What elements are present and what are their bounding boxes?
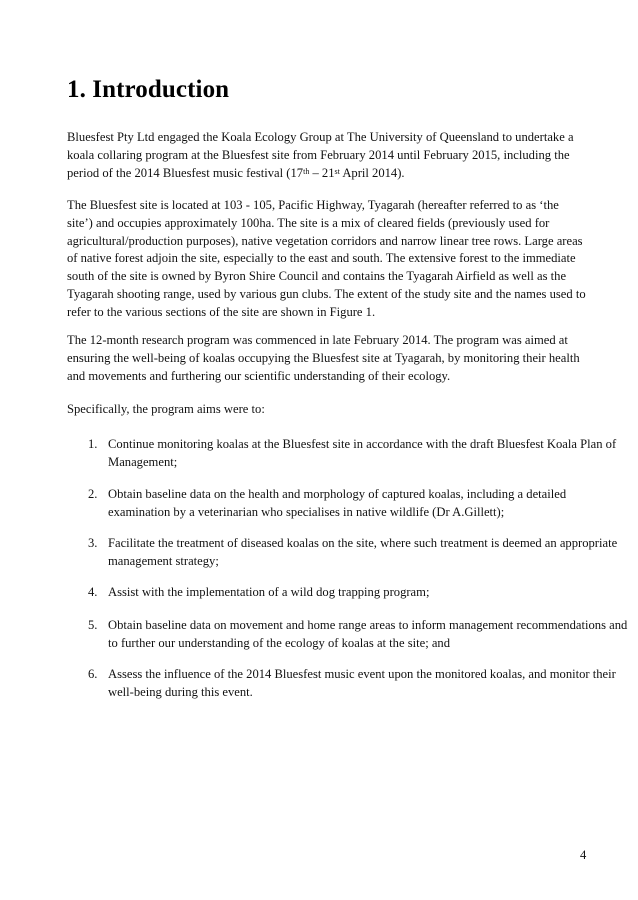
list-item [67, 584, 628, 602]
paragraph-text: April 2014). [339, 165, 405, 180]
intro-paragraph-engagement [67, 129, 587, 182]
list-item-text: Continue monitoring koalas at the Bluesfest site in accordance with the draft Bluesfest Koala Plan of Management; [108, 437, 617, 469]
superscript-th: th [303, 166, 310, 176]
intro-paragraph-aims-lead: Specifically, the program aims were to: [67, 402, 265, 416]
superscript-st: st [334, 166, 340, 176]
list-item [67, 666, 628, 702]
list-item-number: 4. [88, 585, 98, 599]
list-item-number: 6. [88, 667, 98, 681]
list-item [67, 486, 628, 522]
list-item-text: Facilitate the treatment of diseased koalas on the site, where such treatment is deemed an appropriate management strategy; [108, 536, 618, 568]
list-item-number: 2. [88, 487, 98, 501]
list-item-number: 5. [88, 618, 98, 632]
list-item-text: Obtain baseline data on the health and morphology of captured koalas, including a detailed examination by a veterinarian who specialises in native wildlife (Dr A.Gillett); [108, 487, 567, 519]
page-number: 4 [580, 848, 587, 862]
list-item-text: Assist with the implementation of a wild dog trapping program; [108, 585, 430, 599]
paragraph-text: Bluesfest Pty Ltd engaged the Koala Ecology Group at The University of Queensland to undertake a koala collaring program at the Bluesfest site from February 2014 until February 2015, including the period of the 2014 Bluesfest music festival (17 [67, 130, 574, 180]
list-item-text: Assess the influence of the 2014 Bluesfest music event upon the monitored koalas, and monitor their well-being during this event. [108, 667, 616, 699]
list-item-text: Obtain baseline data on movement and home range areas to inform management recommendations and to further our understanding of the ecology of koalas at the site; and [108, 618, 628, 650]
intro-paragraph-site: The Bluesfest site is located at 103 - 105, Pacific Highway, Tyagarah (hereafter referred to as ‘the site’) and occupies approximately 100ha. The site is a mix of cleared fields (previously used for agricultural/production purposes), native vegetation corridors and narrow linear tree rows. Large areas of native forest adjoin the site, especially to the east and south. The extensive forest to the immediate south of the site is owned by Byron Shire Council and contains the Tyagarah Airfield as well as the Tyagarah shooting range, used by various gun clubs. The extent of the study site and the names used to refer to the various sections of the site are shown in Figure 1. [67, 198, 586, 319]
list-item-number: 1. [88, 437, 98, 451]
list-item-number: 3. [88, 536, 98, 550]
list-item [67, 535, 628, 571]
section-title: 1. Introduction [67, 76, 230, 103]
paragraph-text: – 21 [309, 165, 335, 180]
list-item [67, 617, 628, 653]
list-item [67, 436, 628, 472]
intro-paragraph-program: The 12-month research program was commenced in late February 2014. The program was aimed at ensuring the well-being of koalas occupying the Bluesfest site at Tyagarah, by monitoring their health and movements and furthering our scientific understanding of their ecology. [67, 333, 580, 383]
